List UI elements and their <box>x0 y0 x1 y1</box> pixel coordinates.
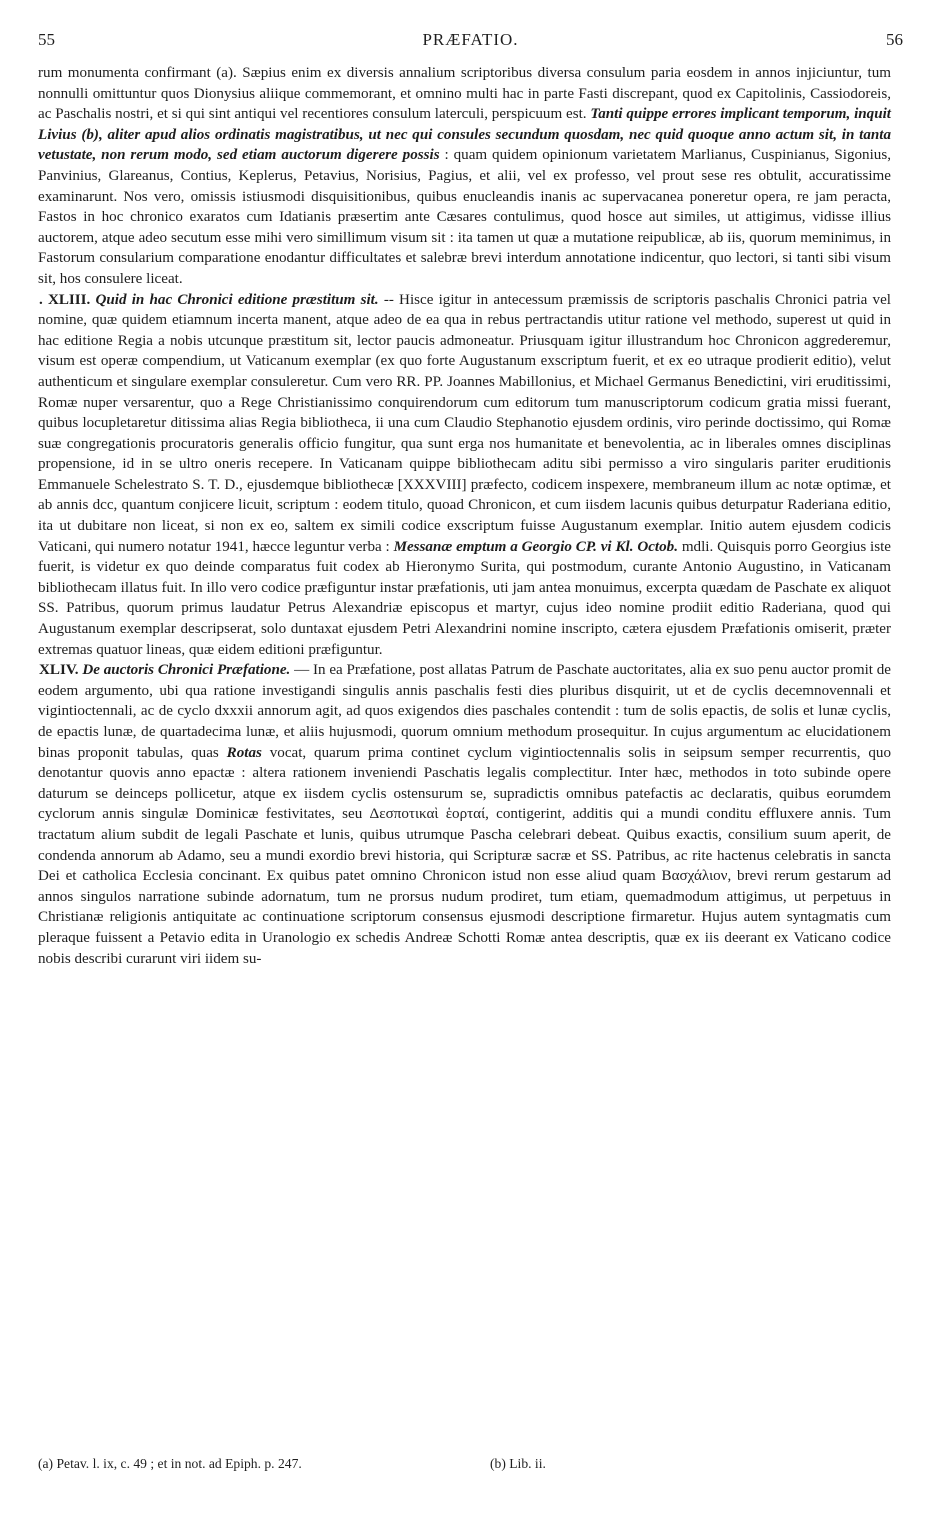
running-title: PRÆFATIO. <box>422 30 519 49</box>
paragraph-text-rest: : quam quidem opinionum varietatem Marlianus, Cuspinianus, Sigonius, Panvinius, Glareanus, Contius, Keplerus, Petavius, Norisius, Pagius, et alii, vel ex professo, vel prout sese res obtulit, accuratissime examinarunt. Nos vero, omissis istiusmodi disquisitionibus, quibus enucleandis inanis ac supervacanea poneretur opera, re jam peracta, Fastos in hoc chronico exaratos cum Idatianis præsertim ante Cæsares contulimus, quod hosce aut similes, ut attigimus, vidisse illius auctorem, atque adeo secutum esse mihi vero simillimum visum sit : ita tamen ut quæ a mutatione reipublicæ, ab iis, quorum meminimus, in Fastorum consularium comparatione enodantur difficultates et salebræ brevi interdum annotatione indicentur, quo lectori, si tanti sibi visum sit, hos consulere liceat. <box>38 147 891 287</box>
rotas-term: Rotas <box>226 744 262 761</box>
paragraph-text: rum monumenta confirmant (a). Sæpius enim ex diversis annalium scriptoribus diversa consulum paria eosdem in annos injiciuntur, tum nonnulli omittuntur quos Dionysius aliique commemorant, et omnino multi hac in parte Fasti discrepant, quod ex Capitolinis, Cassiodoreis, ac Paschalis nostri, et si qui sint antiqui vel recentiores consulum laterculi, perspicuum est. <box>38 65 891 123</box>
section-number: . XLIII. <box>39 291 91 308</box>
section-text: — In ea Præfatione, post allatas Patrum de Paschate auctoritates, alia ex suo penu auctor promit de eodem argumento, ubi qua ratione investigandi singulis annis paschalis festi dies pluribus disquirit, ut et de cyclis decemnovennali et vigintioctennali, ac de cyclo dxxxii annorum agit, ad quos exigendos dies paschales contendit : tum de solis epactis, de solis et lunæ cyclis, de epactis lunæ, de quartadecima lunæ, et aliis hujusmodi, quorum omnium methodum prosequitur. In cujus argumentum ac elucidationem binas proponit tabulas, quas <box>38 662 891 761</box>
footnotes <box>38 1454 891 1473</box>
section-text-rest: mdli. Quisquis porro Georgius iste fuerit, is videtur ex quo deinde comparatus fuit codex ab Hieronymo Surita, qui postmodum, curante Antonio Augustino, in Vaticanam bibliothecam illatus fuit. In illo vero codice præfiguntur instar præfationis, uti jam antea monuimus, excerpta quædam de Paschate ex aliquot SS. Patribus, quorum primus laudatur Petrus Alexandriæ episcopus et martyr, cujus ideo nomine prodiit editio Raderiana, quod qui Augustanum exemplar descripserat, solo duntaxat ejusdem Petri Alexandrini nomine inscripto, cætera ejusdem Præfationis omiserit, præter extremas quatuor lineas, quæ eidem editioni præfiguntur. <box>38 538 891 658</box>
section-text: -- Hisce igitur in antecessum præmissis de scriptoris paschalis Chronici patria vel nomine, quæ quidem etiamnum incerta manent, atque adeo de ea qua in rebus pertractandis utitur ratione vel methodo, superest ut quid in hac editione Regia a nobis utcunque præstitum sit, lector paucis admoneatur. Priusquam igitur illustrandum hoc Chronicon aggrederemur, visum est operæ compendium, ut Vaticanum exemplar (ex quo forte Augustanum exscriptum fuerit, et ex eo utraque prodierit editio), velut authenticum et singulare exemplar consuleretur. Cum vero RR. PP. Joannes Mabillonius, et Michael Germanus Benedictini, viri eruditissimi, Romæ nuper versarentur, quo a Rege Christianissimo conquirendorum cum editorum tum manuscriptorum codicum gratia missi fuerant, quibus locupletaretur ditissima alias Regia bibliotheca, ii una cum Claudio Stephanotio ejusdem ordinis, viro perinde doctissimo, qui Romæ suæ congregationis procuratoris generalis officio fungitur, qua sunt erga nos humanitate et benevolentia, ac in liberales omnes disciplinas propensione, id in se ultro oneris recepere. In Vaticanam quippe bibliothecam aditu sibi permisso a viro singularis pariter eruditionis Emmanuele Schelestrato S. T. D., ejusdemque bibliothecæ [XXXVIII] præfecto, codicem inspexere, membraneum illum ac notæ optimæ, et ab annis dcc, quantum conjicere licuit, scriptum : eodem titulo, quoad Chronicon, et cum iisdem lacunis quibus deturpatur Raderiana editio, ita ut dubitare non liceat, si non ex eo, saltem ex simili codice exscriptum fuisse Augustanum exemplar. Initio autem ejusdem codicis Vaticani, qui numero notatur 1941, hæcce leguntur verba : <box>38 291 891 555</box>
footnote-a: (a) Petav. l. ix, c. 49 ; et in not. ad Epiph. p. 247. <box>38 1456 302 1471</box>
page-number-left: 55 <box>38 30 55 49</box>
page-header <box>38 30 903 56</box>
section-text-rest: vocat, quarum prima continet cyclum vigintioctennalis solis in seipsum semper recurrentis, quo denotantur quovis anno epactæ : altera rationem inveniendi Paschatis legalis complectitur. Inter hæc, methodos in toto subinde opere daturum se deinceps pollicetur, atque ex iisdem cyclis ostensurum se, supradictis omnibus patefactis ac declaratis, quibus eorumdem cyclorum annis singulæ Dominicæ festivitates, seu Δεσποτικαὶ ἑορταί, contigerint, additis qui a mundi conditu effluxere annis. Tum tractatum alium subdit de legali Paschate et lunis, quibus utrumque Pascha celebrari debeat. Quibus exactis, consilium suum aperit, de condenda annorum ab Adamo, seu a mundi exordio brevi historia, qui Scripturæ sacræ et SS. Patribus, ac rite hactenus celebratis in sancta Dei et catholica Ecclesia concinant. Ex quibus patet omnino Chronicon istud non esse aliud quam Βασχάλιον, brevi rerum gestarum ad annos singulos narratione subinde adornatum, tum ne prorsus nudum prodiret, tum etiam, quemadmodum attigimus, ut perpetuus in Christianæ religionis antiquitate ac continuatione scriptorum consensus ejusmodi descriptione firmaretur. Hujus autem syntagmatis cum pleraque fuissent a Petavio edita in Uranologio ex schedis Andreæ Schotti Romæ antea descriptis, quæ ex iis deerant ex Vaticano codice nobis describi curarunt viri iidem su- <box>38 744 892 967</box>
page-number-right: 56 <box>886 30 903 49</box>
livius-quote: Tanti quippe errores implicant temporum, inquit Livius (b), aliter apud alios ordinatis magistratibus, ut nec qui consules secundum quosdam, nec quid quoque anno actum sit, in tanta vetustate, non rerum modo, sed etiam auctorum digerere possis <box>38 106 891 164</box>
section-heading: Quid in hac Chronici editione præstitum sit. <box>95 291 379 308</box>
body-text <box>38 63 891 969</box>
section-heading: De auctoris Chronici Præfatione. <box>82 662 291 679</box>
footnote-b: (b) Lib. ii. <box>490 1456 546 1471</box>
section-xliii <box>38 290 891 661</box>
codex-inscription: Messanæ emptum a Georgio CP. vi Kl. Octob. <box>393 538 678 555</box>
paragraph-continuation <box>38 63 891 290</box>
section-xliv <box>38 660 891 969</box>
section-number: XLIV. <box>39 662 79 679</box>
